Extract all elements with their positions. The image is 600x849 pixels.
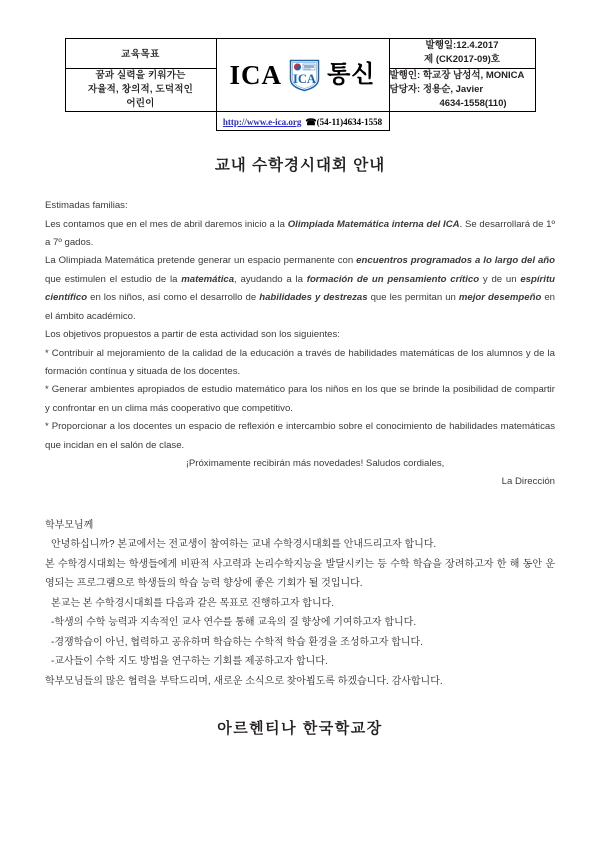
spanish-bullet-3: * Proporcionar a los docentes un espacio de reflexión e intercambio sobre el conocimiento de habilidades matemáticas que incidan en el salón de clase. xyxy=(45,421,555,451)
publisher-info-cell xyxy=(389,68,535,112)
p2-part-d: y de un xyxy=(479,273,521,285)
website-link[interactable]: http://www.e-ica.org xyxy=(222,117,302,128)
p1-part-b: . Se desarrollará de 1º a 7º gados. xyxy=(45,218,556,249)
logo-cell xyxy=(216,39,389,112)
spanish-paragraph-2 xyxy=(45,252,555,326)
korean-paragraph-4: 학부모님들의 많은 협력을 부탁드리며, 새로운 소식으로 찾아뵙도록 하겠습니다. 감사합니다. xyxy=(45,675,443,687)
ica-emblem-icon xyxy=(289,59,320,92)
korean-bullet-3: -교사들이 수학 지도 방법을 연구하는 기회를 제공하고자 합니다. xyxy=(51,656,328,668)
p2-part-g: en el ámbito académico. xyxy=(45,292,555,322)
korean-section xyxy=(45,516,555,692)
korean-paragraph-3: 본교는 본 수학경시대회를 다음과 같은 목표로 진행하고자 합니다. xyxy=(51,597,335,609)
masthead-row-top xyxy=(65,39,535,69)
contact-phone-extension: 4634-1558(110) xyxy=(439,98,507,109)
spanish-paragraph-1 xyxy=(45,216,555,253)
p2-emphasis-3: formación de un pensamiento crítico xyxy=(306,273,480,285)
p2-emphasis-6: mejor desempeño xyxy=(458,292,542,304)
korean-salutation: 학부모님께 xyxy=(45,519,94,531)
web-contact-cell xyxy=(216,112,389,131)
korean-paragraph-1: 안녕하십니까? 본교에서는 전교생이 참여하는 교내 수학경시대회를 안내드리고자 합니다. xyxy=(51,539,437,551)
education-goal-line3: 어린이 xyxy=(126,97,155,109)
p2-emphasis-2: matemática xyxy=(181,273,235,285)
p2-part-e: en los niños, así como el desarrollo de xyxy=(87,292,260,304)
education-goal-line2: 자율적, 창의적, 도덕적인 xyxy=(87,83,194,95)
korean-bullet-1: -학생의 수학 능력과 지속적인 교사 연수를 통해 교육의 질 향상에 기여하고자 합니다. xyxy=(51,617,417,629)
korean-paragraph-2: 본 수학경시대회는 학생들에게 비판적 사고력과 논리수학지능을 발달시키는 등 수학 학습을 장려하고자 한 해 동안 운영되는 프로그램으로 학생들의 학습 능력 향상에 좋은 기회가 될 것입니다. xyxy=(45,558,555,590)
spanish-bullet-2: * Generar ambientes apropiados de estudio matemático para los niños en los que se brinde la posibilidad de compartir y confrontar en un clima más cooperativo que competitivo. xyxy=(45,384,555,414)
spanish-greeting: Estimadas familias: xyxy=(45,200,128,212)
spanish-bullet-1: * Contribuir al mejoramiento de la calidad de la educación a través de habilidades matemáticas de los alumnos y de la formación contínua y situada de los docentes. xyxy=(45,347,555,377)
logo-row xyxy=(217,55,389,95)
masthead-row-contact xyxy=(65,112,535,131)
contact-person: 담당자: 정용순, Javier xyxy=(389,83,484,95)
p2-part-c: , ayudando a la xyxy=(234,273,307,285)
education-goal-line1: 꿈과 실력을 키워가는 xyxy=(95,70,186,82)
p2-part-b: que estimulen el estudio de la xyxy=(45,273,182,285)
page-title: 교내 수학경시대회 안내 xyxy=(214,157,386,175)
p2-emphasis-1: encuentros programados a lo largo del año xyxy=(356,255,555,267)
tongsin-wordmark: 통신 xyxy=(327,61,376,89)
p2-part-a: La Olimpiada Matemática pretende generar un espacio permanente con xyxy=(45,255,357,267)
spanish-section xyxy=(45,197,555,492)
ica-wordmark: ICA xyxy=(229,59,283,90)
spanish-signature: La Dirección xyxy=(501,476,555,488)
publisher-name: 발행인: 학교장 남성석, MONICA xyxy=(389,69,525,81)
empty-cell xyxy=(389,112,535,131)
education-goal-title: 교육목표 xyxy=(65,39,216,69)
school-principal-signature: 아르헨티나 한국학교장 xyxy=(217,720,383,738)
p2-emphasis-4: espíritu científico xyxy=(45,273,555,304)
p1-emphasis: Olimpiada Matemática interna del ICA xyxy=(287,218,460,230)
svg-text:ICA: ICA xyxy=(293,71,317,86)
masthead-table xyxy=(65,38,536,131)
issue-date: 발행일:12.4.2017 xyxy=(425,40,499,51)
p1-part-a: Les contamos que en el mes de abril daremos inicio a la xyxy=(45,218,288,230)
issue-info-cell xyxy=(389,39,535,69)
school-phone: ☎(54-11)4634-1558 xyxy=(305,117,383,128)
p2-emphasis-5: habilidades y destrezas xyxy=(259,292,368,304)
p2-part-f: que les permitan un xyxy=(367,292,459,304)
korean-bullet-2: -경쟁학습이 아닌, 협력하고 공유하며 학습하는 수학적 학습 환경을 조성하고자 합니다. xyxy=(51,636,423,648)
spanish-closing: ¡Próximamente recibirán más novedades! Saludos cordiales, xyxy=(185,457,445,469)
education-goal-body xyxy=(65,68,216,112)
spanish-objectives-lead: Los objetivos propuestos a partir de esta actividad son los siguientes: xyxy=(45,329,340,341)
issue-number: 제 (CK2017-09)호 xyxy=(424,54,500,66)
